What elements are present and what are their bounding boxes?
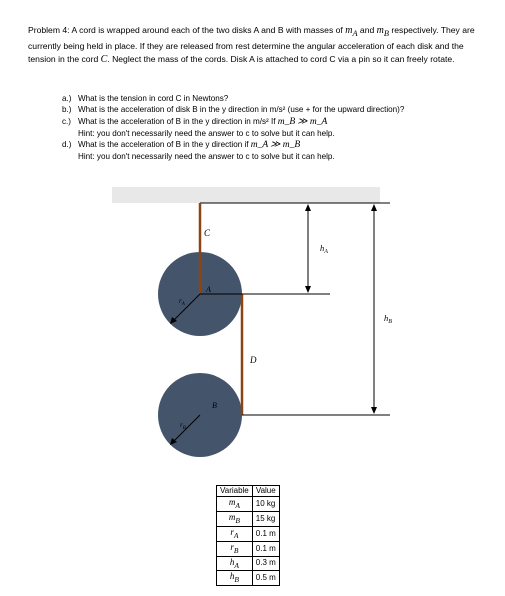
table-row: [217, 541, 280, 556]
table-row: [217, 497, 280, 512]
mass-a-symbol: $m_A$: [345, 25, 358, 38]
question-text: What is the acceleration of B in the y direction if: [78, 140, 249, 150]
value-cell: 15 kg: [252, 512, 279, 527]
ceiling-support: [112, 187, 380, 203]
question-text: What is the tension in cord C in Newtons?: [78, 94, 229, 103]
hb-arrow-top: [371, 204, 377, 211]
table-row: [217, 556, 280, 571]
table-row: [217, 571, 280, 586]
var-cell: $h_B$: [217, 571, 253, 586]
question-hint: Hint: you don't necessarily need the answer to c to solve but it can help.: [78, 128, 335, 138]
and-word: and: [359, 25, 375, 35]
variables-table: [216, 485, 280, 586]
label-r-a: $r_A$: [179, 297, 185, 307]
table-row: [217, 526, 280, 541]
ha-arrow-bottom: [305, 286, 311, 293]
value-cell: 0.1 m: [252, 541, 279, 556]
var-cell: $r_A$: [217, 526, 253, 541]
label-r-b: $r_B$: [180, 421, 186, 431]
question-label: a.): [62, 94, 72, 103]
var-cell: $r_B$: [217, 541, 253, 556]
value-cell: 0.5 m: [252, 571, 279, 586]
mass-b-symbol: $m_B$: [376, 25, 389, 38]
var-cell: $m_A$: [217, 497, 253, 512]
question-label: c.): [62, 116, 71, 126]
intro-part2: respectively. They are currently being held in place. If they are released from rest determine the angular acceleration of each disk and the tension in the cord: [28, 25, 475, 65]
intro-part3: . Neglect the mass of the cords. Disk A is attached to cord C via a pin so it can freely rotate.: [107, 54, 455, 65]
question-label: d.): [62, 140, 72, 150]
label-cord-c: C: [204, 228, 211, 238]
label-point-b: B: [212, 401, 217, 410]
var-cell: $h_A$: [217, 556, 253, 571]
cord-c-symbol: C: [100, 54, 108, 66]
table-header-row: [217, 486, 280, 497]
table-row: [217, 512, 280, 527]
question-text: What is the acceleration of B in the y direction in m/s² If: [78, 116, 276, 126]
intro-part1: Problem 4: A cord is wrapped around each of the two disks A and B with masses of: [28, 25, 343, 35]
question-condition: m_B ≫ m_A: [277, 116, 328, 127]
hb-arrow-bottom: [371, 407, 377, 414]
question-condition: m_A ≫ m_B: [250, 140, 301, 151]
header-value: Value: [252, 486, 279, 497]
ha-arrow-top: [305, 204, 311, 211]
question-label: b.): [62, 105, 72, 115]
label-h-b: $h_B$: [384, 313, 392, 325]
var-cell: $m_B$: [217, 512, 253, 527]
label-cord-d: D: [250, 355, 257, 365]
value-cell: 0.3 m: [252, 556, 279, 571]
question-text: What is the acceleration of disk B in the y direction in m/s² (use + for the upward direction)?: [78, 105, 405, 115]
header-variable: Variable: [217, 486, 253, 497]
value-cell: 0.1 m: [252, 526, 279, 541]
question-hint: Hint: you don't necessarily need the answer to c to solve but it can help.: [78, 152, 335, 162]
label-h-a: $h_A$: [320, 243, 328, 255]
label-point-a: A: [206, 285, 211, 294]
value-cell: 10 kg: [252, 497, 279, 512]
